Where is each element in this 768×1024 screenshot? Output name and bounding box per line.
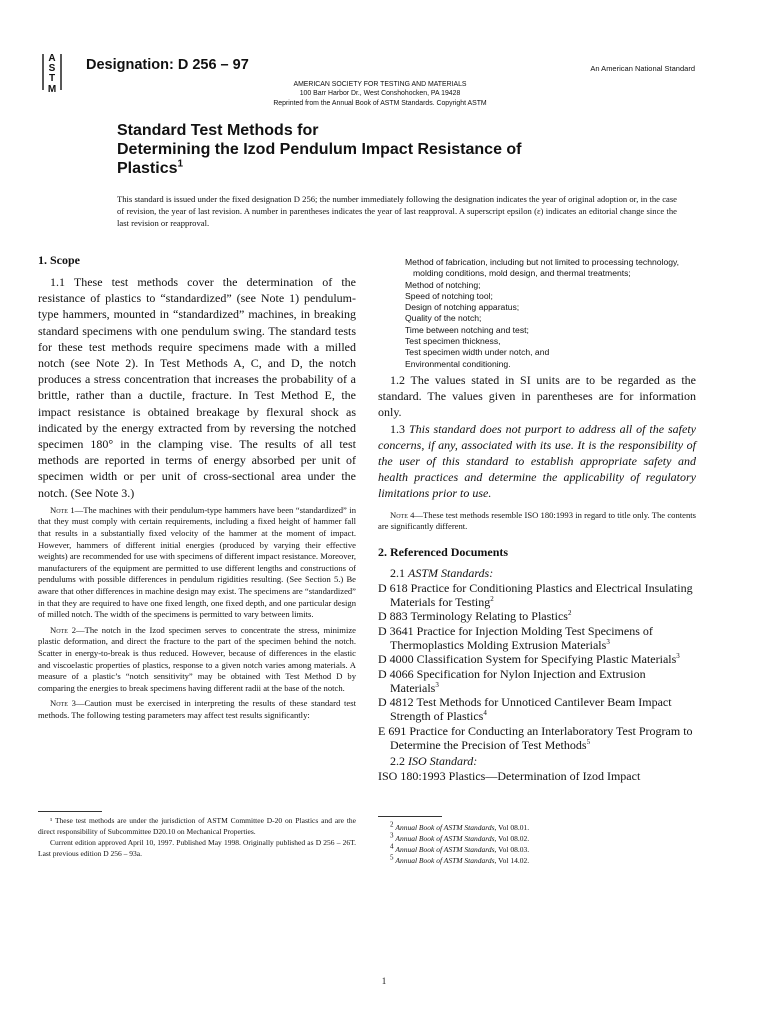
footnotes-right — [378, 822, 696, 866]
designation: Designation: D 256 – 97 — [86, 57, 249, 73]
iso-reference-item: ISO 180:1993 Plastics—Determination of Izod Impact — [378, 769, 641, 784]
society-name: AMERICAN SOCIETY FOR TESTING AND MATERIALS — [293, 81, 467, 88]
svg-text:T: T — [48, 73, 56, 84]
footnote-5: $^5$ Annual Book of ASTM Standards, Vol 14.02. — [390, 853, 530, 865]
reference-item: E 691 Practice for Conducting an Interlaboratory Test Program to Determine the Precision of Test Methods$^5$ — [378, 723, 693, 753]
list-item: Speed of notching tool; — [405, 290, 493, 301]
note-4: Note 4—These test methods resemble ISO 180:1993 in regard to title only. The contents are significantly different. — [378, 509, 696, 532]
footnote-2: $^2$ Annual Book of ASTM Standards, Vol 08.01. — [390, 820, 530, 832]
list-item: Design of notching apparatus; — [405, 302, 520, 313]
title-line-2: Determining the Izod Pendulum Impact Resistance of — [117, 141, 522, 158]
astm-standards-heading: 2.1 ASTM Standards: — [390, 565, 494, 580]
reference-item: D 4000 Classification System for Specifying Plastic Materials$^3$ — [378, 652, 680, 667]
section-2-heading: 2. Referenced Documents — [378, 544, 509, 559]
title-footnote-mark: 1 — [177, 158, 184, 170]
list-item: Method of fabrication, including but not limited to processing technology, molding conditions, mold design, and thermal treatments; — [405, 257, 680, 279]
paragraph-1-3: 1.3 This standard does not purport to address all of the safety concerns, if any, associated with its use. It is the responsibility of the user of this standard to establish appropriate safety and health practices and determine the applicability of regulatory limitations prior to use. — [378, 421, 697, 501]
footnote-1: ¹ These test methods are under the jurisdiction of ASTM Committee D-20 on Plastics and are the direct responsibility of Subcommittee D20.10 on Mechanical Properties. — [38, 816, 356, 836]
reference-item: D 4812 Test Methods for Unnoticed Cantilever Beam Impact Strength of Plastics$^4$ — [378, 695, 672, 724]
society-address — [230, 80, 530, 108]
astm-logo — [40, 50, 64, 94]
issuance-notice: This standard is issued under the fixed designation D 256; the number immediately following the designation indicates the year of original adoption or, in the case of revision, the year of last revision. A number in parentheses indicates the year of last reapproval. A superscript epsilon (ε) indicates an editorial change since the last revision or reapproval. — [117, 194, 677, 228]
footnotes-left — [38, 815, 356, 859]
list-item: Quality of the notch; — [405, 313, 482, 324]
paragraph-1-1: 1.1 These test methods cover the determination of the resistance of plastics to “standardized” (see Note 1) pendulum-type hammers, mounted in “standardized” machines, in breaking standard specimens with one pendulum swing. The standard tests for these test methods require specimens made with a milled notch (see Note 2). In Test Methods A, C, and D, the notch produces a stress concentration that increases the probability of a brittle, rather than a ductile, fracture. In Test Method E, the impact resistance is obtained breakage by flexural shock as indicated by the energy extracted from by reversing the notched specimen 180° in the clamping vise. The results of all test methods are reported in terms of energy absorbed per unit of specimen width or per unit of cross-sectional area under the notch. (See Note 3.) — [38, 275, 356, 500]
footnote-rule-right — [378, 816, 442, 817]
title-line-3: Plastics$^1$ — [117, 158, 184, 177]
reference-item: D 618 Practice for Conditioning Plastics and Electrical Insulating Materials for Testing$^2$ — [378, 580, 693, 610]
note-3: Note 3—Caution must be exercised in interpreting the results of these standard test methods. The following testing parameters may affect test results significantly: — [38, 698, 356, 720]
list-item: Test specimen thickness, — [405, 336, 501, 347]
test-parameter-list — [378, 257, 696, 370]
society-street: 100 Barr Harbor Dr., West Conshohocken, PA 19428 — [299, 90, 461, 98]
footnote-rule-left — [38, 811, 102, 812]
reference-item: D 3641 Practice for Injection Molding Test Specimens of Thermoplastics Molding Extrusion Materials$^3$ — [378, 623, 653, 652]
reprint-notice: Reprinted from the Annual Book of ASTM Standards. Copyright ASTM — [273, 99, 487, 107]
title-line-1: Standard Test Methods for — [117, 122, 319, 139]
svg-text:M: M — [47, 84, 57, 94]
reference-item: D 4066 Specification for Nylon Injection and Extrusion Materials$^3$ — [378, 666, 646, 695]
svg-text:S: S — [48, 63, 56, 74]
list-item: Environmental conditioning. — [405, 358, 511, 369]
national-standard-label: An American National Standard — [590, 64, 695, 73]
list-item: Test specimen width under notch, and — [405, 347, 550, 358]
footnote-edition: Current edition approved April 10, 1997. Published May 1998. Originally published as D 256 – 26T. Last previous edition D 256 – 93a. — [38, 838, 356, 858]
reference-item: D 883 Terminology Relating to Plastics$^2$ — [378, 609, 572, 624]
note-1: Note 1—The machines with their pendulum-type hammers have been “standardized” in that they must comply with certain requirements, including a fixed height of hammer fall that results in a substantially fixed velocity of the hammer at the moment of impact. However, hammers of different initial energies (produced by varying their effective weights) are recommended for use with specimens of different impact resistance. Moreover, manufacturers of the equipment are permitted to use different lengths and constructions of pendulums with possible differences in pendulum rigidities resulting. (See Section 5.) Be aware that other differences in machine design may exist. The specimens are “standardized” in that they are required to have one fixed length, one fixed depth, and one particular design of milled notch. The width of the specimens is permitted to vary between limits. — [38, 504, 356, 620]
paragraph-1-2: 1.2 The values stated in SI units are to be regarded as the standard. The values given in parentheses are for information only. — [378, 372, 696, 420]
iso-standard-heading: 2.2 ISO Standard: — [390, 754, 478, 769]
footnote-3: $^3$ Annual Book of ASTM Standards, Vol 08.02. — [390, 831, 530, 843]
footnote-4: $^4$ Annual Book of ASTM Standards, Vol 08.03. — [390, 842, 530, 854]
list-item: Time between notching and test; — [405, 324, 529, 335]
right-column — [378, 257, 696, 784]
note-2: Note 2—The notch in the Izod specimen serves to concentrate the stress, minimize plastic deformation, and direct the fracture to the part of the specimen behind the notch. Scatter in energy-to-break is thus reduced. However, because of differences in the elastic and viscoelastic properties of plastics, response to a given notch varies among materials. A measure of a plastic’s “notch sensitivity” may be obtained with Test Method D by comparing the energies to break specimens having different radii at the base of the notch. — [38, 624, 356, 693]
left-column — [38, 253, 356, 722]
document-title — [117, 121, 677, 178]
section-1-heading: 1. Scope — [38, 253, 80, 267]
list-item: Method of notching; — [405, 279, 481, 290]
page-number: 1 — [381, 976, 387, 986]
svg-text:A: A — [48, 53, 56, 64]
